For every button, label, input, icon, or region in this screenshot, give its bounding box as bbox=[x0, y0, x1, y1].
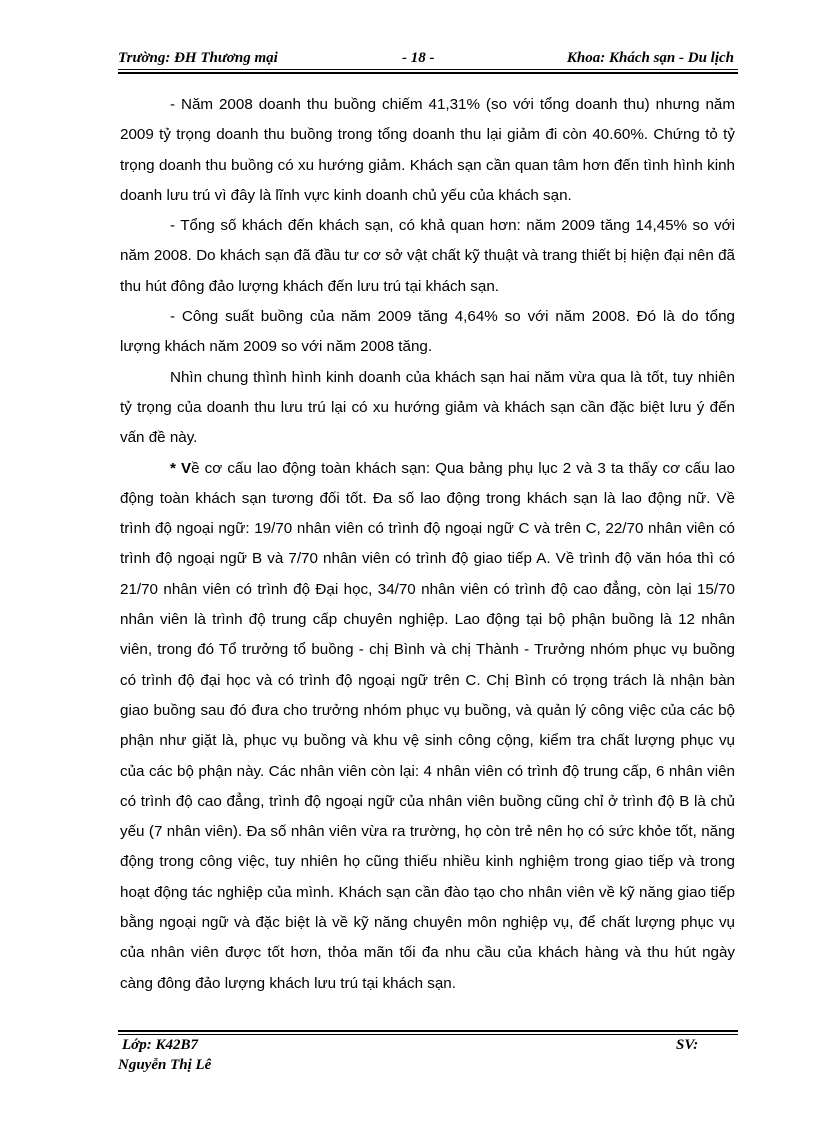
paragraph-labor-structure bbox=[120, 454, 735, 999]
document-body bbox=[120, 90, 735, 999]
footer-rule-thick bbox=[118, 1030, 738, 1032]
header-school: Trường: ĐH Thương mại bbox=[118, 50, 278, 66]
page-header bbox=[118, 48, 738, 70]
paragraph-bullet-lead: * V bbox=[170, 459, 192, 477]
footer-class: Lớp: K42B7 bbox=[122, 1037, 198, 1053]
paragraph-guest-count: - Tổng số khách đến khách sạn, có khả quan hơn: năm 2009 tăng 14,45% so với năm 2008. Do khách sạn đã đầu tư cơ sở vật chất kỹ thuật và trang thiết bị hiện đại nên đã thu hút đông đảo lượng khách đến lưu trú tại khách sạn. bbox=[120, 217, 735, 295]
paragraph-room-revenue: - Năm 2008 doanh thu buồng chiếm 41,31% (so với tổng doanh thu) nhưng năm 2009 tỷ trọng doanh thu buồng trong tổng doanh thu lại giảm đi còn 40.60%. Chứng tỏ tỷ trọng doanh thu buồng có xu hướng giảm. Khách sạn cần quan tâm hơn đến tình hình kinh doanh lưu trú vì đây là lĩnh vực kinh doanh chủ yếu của khách sạn. bbox=[120, 96, 735, 204]
header-rule-thin bbox=[118, 69, 738, 70]
header-faculty: Khoa: Khách sạn - Du lịch bbox=[566, 50, 734, 66]
header-rule-thick bbox=[118, 72, 738, 74]
footer-rule-thin bbox=[118, 1034, 738, 1035]
paragraph-overall-summary: Nhìn chung thình hình kinh doanh của khách sạn hai năm vừa qua là tốt, tuy nhiên tỷ trọng của doanh thu lưu trú lại có xu hướng giảm và khách sạn cần đặc biệt lưu ý đến vấn đề này. bbox=[120, 368, 735, 447]
paragraph-room-capacity: - Công suất buồng của năm 2009 tăng 4,64% so với năm 2008. Đó là do tổng lượng khách năm 2009 so với năm 2008 tăng. bbox=[120, 308, 735, 356]
footer-sv-label: SV: bbox=[676, 1037, 699, 1053]
paragraph-labor-text: ề cơ cấu lao động toàn khách sạn: Qua bảng phụ lục 2 và 3 ta thấy cơ cấu lao động toàn khách sạn tương đối tốt. Đa số lao động trong khách sạn là lao động nữ. Về trình độ ngoại ngữ: 19/70 nhân viên có trình độ ngoại ngữ C và trên C, 22/70 nhân viên có trình độ ngoại ngữ B và 7/70 nhân viên có trình độ giao tiếp A. Về trình độ văn hóa thì có 21/70 nhân viên có trình độ Đại học, 34/70 nhân viên có trình độ cao đẳng, còn lại 15/70 nhân viên là trình độ trung cấp chuyên nghiệp. Lao động tại bộ phận buồng là 12 nhân viên, trong đó Tổ trưởng tổ buồng - chị Bình và chị Thành - Trưởng nhóm phục vụ buồng có trình độ đại học và có trình độ ngoại ngữ trên C. Chị Bình có trọng trách là nhận bàn giao buồng sau đó đưa cho trưởng nhóm phục vụ buồng, và quản lý công việc của các bộ phận như giặt là, phục vụ buồng và khu vệ sinh công cộng, kiểm tra chất lượng phục vụ của các bộ phận này. Các nhân viên còn lại: 4 nhân viên có trình độ trung cấp, 6 nhân viên có trình độ cao đẳng, trình độ ngoại ngữ của nhân viên buồng cũng chỉ ở trình độ B là chủ yếu (7 nhân viên). Đa số nhân viên vừa ra trường, họ còn trẻ nên họ có sức khỏe tốt, năng động trong công việc, tuy nhiên họ cũng thiếu nhiều kinh nghiệm trong giao tiếp và trong hoạt động tác nghiệp của mình. Khách sạn cần đào tạo cho nhân viên về kỹ năng giao tiếp bằng ngoại ngữ và đặc biệt là về kỹ năng chuyên môn nghiệp vụ, để chất lượng phục vụ của nhân viên được tốt hơn, thỏa mãn tối đa nhu cầu của khách hàng và thu hút ngày càng đông đảo lượng khách lưu trú tại khách sạn. bbox=[120, 459, 735, 992]
footer-student-name: Nguyễn Thị Lê bbox=[118, 1057, 212, 1073]
header-page-number: - 18 - bbox=[402, 50, 435, 66]
